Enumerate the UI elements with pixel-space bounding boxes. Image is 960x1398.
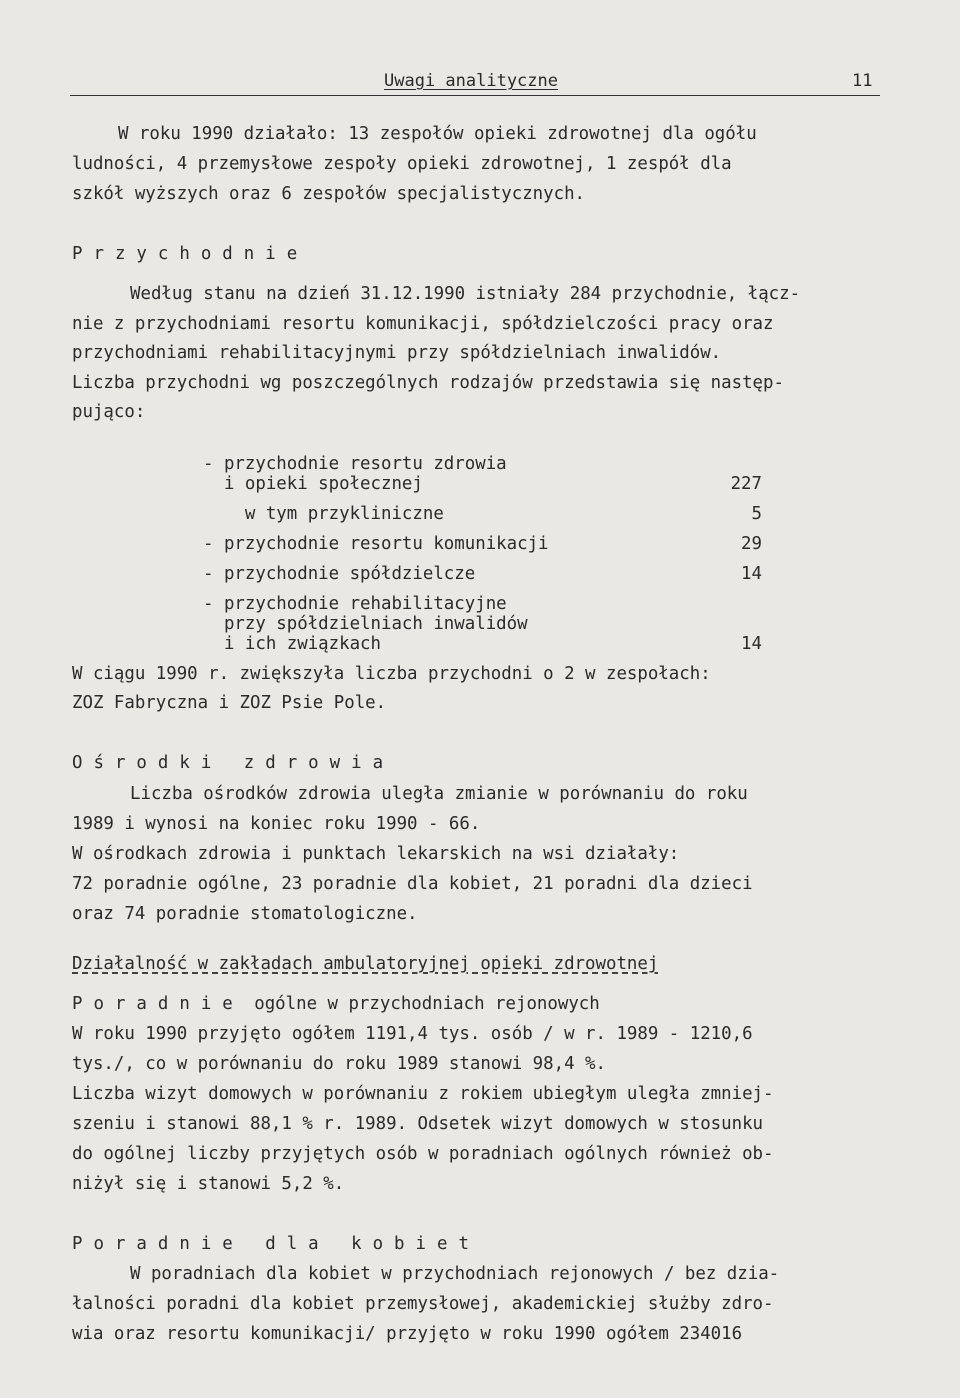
list-item-label: - przychodnie resortu zdrowia xyxy=(203,454,507,474)
section-heading-kobiety: Poradnie dla kobiet xyxy=(72,1234,480,1254)
list-item-value: 227 xyxy=(730,474,762,494)
section-heading-ambulatoryjna: Działalność w zakładach ambulatoryjnej opieki zdrowotnej xyxy=(72,954,659,974)
list-item-label: - przychodnie rehabilitacyjne xyxy=(203,594,507,614)
paragraph-line: łalności poradni dla kobiet przemysłowej, akademickiej służby zdro- xyxy=(72,1294,774,1314)
list-item-label: i ich związkach xyxy=(203,634,381,654)
paragraph-line: ZOZ Fabryczna i ZOZ Psie Pole. xyxy=(72,693,387,713)
paragraph-line: niżył się i stanowi 5,2 %. xyxy=(72,1174,345,1194)
paragraph-line: szeniu i stanowi 88,1 % r. 1989. Odsetek wizyt domowych w stosunku xyxy=(72,1114,764,1134)
list-item-value: 14 xyxy=(741,634,762,654)
list-item-label: w tym przykliniczne xyxy=(203,504,444,524)
intro-line: W roku 1990 działało: 13 zespołów opieki zdrowotnej dla ogółu xyxy=(118,124,757,144)
paragraph-line: 72 poradnie ogólne, 23 poradnie dla kobiet, 21 poradni dla dzieci xyxy=(72,874,753,894)
list-item-value: 14 xyxy=(741,564,762,584)
list-item-label: - przychodnie resortu komunikacji xyxy=(203,534,549,554)
subheading-rest: ogólne w przychodniach rejonowych xyxy=(243,994,600,1014)
section-heading-osrodki: Ośrodki zdrowia xyxy=(72,753,395,773)
paragraph-line: W roku 1990 przyjęto ogółem 1191,4 tys. osób / w r. 1989 - 1210,6 xyxy=(72,1024,753,1044)
paragraph-line: Liczba wizyt domowych w porównaniu z rokiem ubiegłym uległa zmniej- xyxy=(72,1084,774,1104)
paragraph-line: tys./, co w porównaniu do roku 1989 stanowi 98,4 %. xyxy=(72,1054,606,1074)
list-item-label: - przychodnie spółdzielcze xyxy=(203,564,476,584)
paragraph-line: Liczba ośrodków zdrowia uległa zmianie w porównaniu do roku xyxy=(130,784,748,804)
subheading-line xyxy=(72,993,600,1015)
paragraph-line: wia oraz resortu komunikacji/ przyjęto w roku 1990 ogółem 234016 xyxy=(72,1324,743,1344)
paragraph-line: 1989 i wynosi na koniec roku 1990 - 66. xyxy=(72,814,481,834)
intro-line: szkół wyższych oraz 6 zespołów specjalistycznych. xyxy=(72,184,586,204)
section-heading-przychodnie: Przychodnie xyxy=(72,244,309,264)
header-rule xyxy=(70,95,880,96)
paragraph-line: oraz 74 poradnie stomatologiczne. xyxy=(72,904,418,924)
paragraph-line: pująco: xyxy=(72,402,146,422)
list-item-label: przy spółdzielniach inwalidów xyxy=(203,614,528,634)
page-number: 11 xyxy=(852,71,873,91)
paragraph-line: W ośrodkach zdrowia i punktach lekarskich na wsi działały: xyxy=(72,844,680,864)
paragraph-line: nie z przychodniami resortu komunikacji, spółdzielczości pracy oraz xyxy=(72,314,774,334)
intro-line: ludności, 4 przemysłowe zespoły opieki zdrowotnej, 1 zespół dla xyxy=(72,154,732,174)
list-item-value: 29 xyxy=(741,534,762,554)
running-header-title: Uwagi analityczne xyxy=(384,71,558,91)
list-item-value: 5 xyxy=(751,504,762,524)
paragraph-line: do ogólnej liczby przyjętych osób w poradniach ogólnych również ob- xyxy=(72,1144,774,1164)
paragraph-line: przychodniami rehabilitacyjnymi przy spółdzielniach inwalidów. xyxy=(72,343,722,363)
paragraph-line: W ciągu 1990 r. zwiększyła liczba przychodni o 2 w zespołach: xyxy=(72,664,711,684)
paragraph-line: Liczba przychodni wg poszczególnych rodzajów przedstawia się następ- xyxy=(72,373,784,393)
paragraph-line: Według stanu na dzień 31.12.1990 istniały 284 przychodnie, łącz- xyxy=(130,284,801,304)
subheading-poradnie: Poradnie xyxy=(72,994,244,1014)
paragraph-line: W poradniach dla kobiet w przychodniach rejonowych / bez dzia- xyxy=(130,1264,780,1284)
list-item-label: i opieki społecznej xyxy=(203,474,423,494)
